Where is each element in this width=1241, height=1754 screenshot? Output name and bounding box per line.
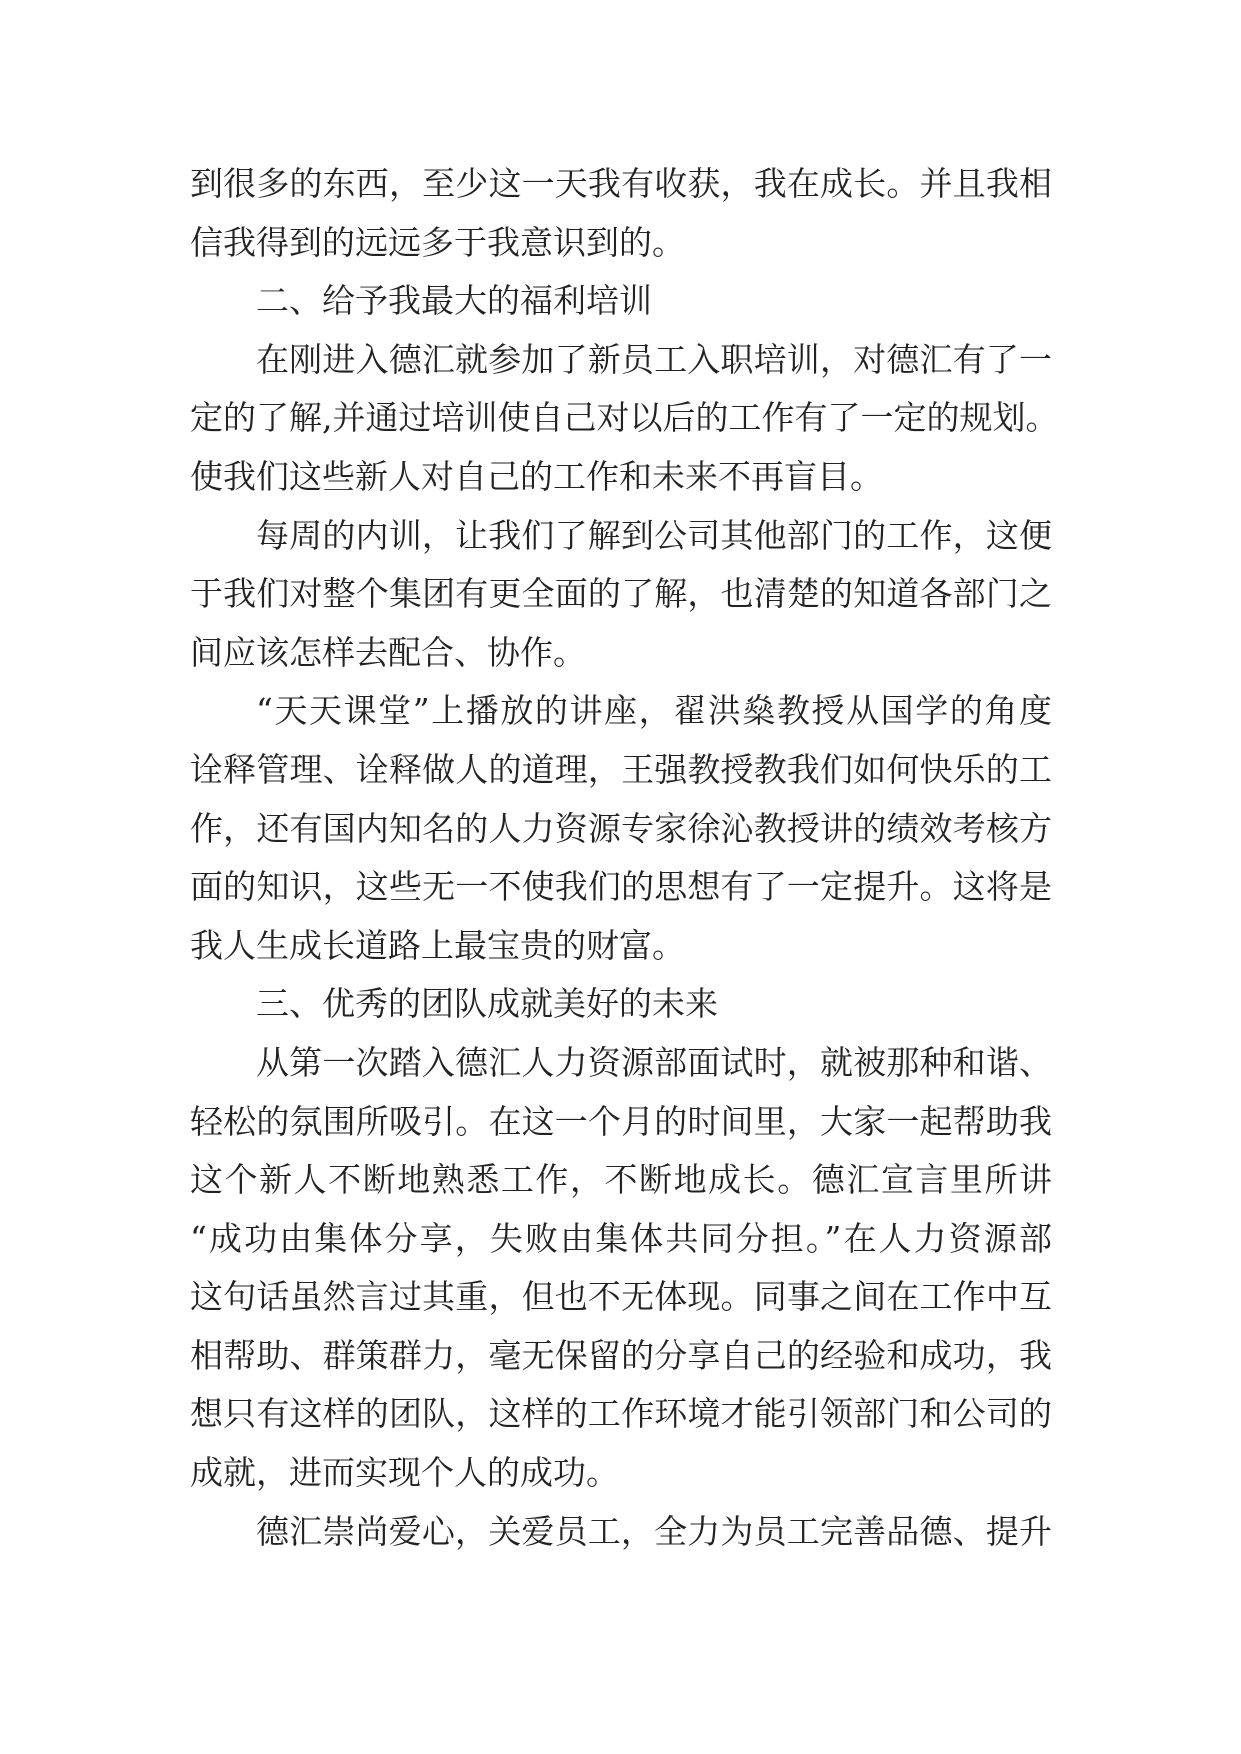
body-text-line: “天天课堂”上播放的讲座，翟洪燊教授从国学的角度 [256, 691, 1052, 731]
body-text-line: 定的了解,并通过培训使自己对以后的工作有了一定的规划。 [190, 398, 1059, 438]
section-heading: 二、给予我最大的福利培训 [256, 281, 652, 321]
body-text-line: 想只有这样的团队，这样的工作环境才能引领部门和公司的 [190, 1394, 1052, 1434]
body-text-line: 成就，进而实现个人的成功。 [190, 1453, 619, 1493]
body-text-line: 我人生成长道路上最宝贵的财富。 [190, 925, 685, 965]
body-text-line: 相帮助、群策群力，毫无保留的分享自己的经验和成功，我 [190, 1335, 1052, 1375]
body-text-line: 于我们对整个集团有更全面的了解，也清楚的知道各部门之 [190, 574, 1052, 614]
body-text-line: 使我们这些新人对自己的工作和未来不再盲目。 [190, 456, 883, 496]
body-text-line: 每周的内训，让我们了解到公司其他部门的工作，这便 [256, 515, 1052, 555]
document-page [190, 155, 1059, 1561]
body-text-line: 诠释管理、诠释做人的道理，王强教授教我们如何快乐的工 [190, 749, 1052, 789]
body-text-line: 这句话虽然言过其重，但也不无体现。同事之间在工作中互 [190, 1277, 1052, 1317]
body-text-line: 作，还有国内知名的人力资源专家徐沁教授讲的绩效考核方 [190, 808, 1052, 848]
body-text-line: 这个新人不断地熟悉工作，不断地成长。德汇宣言里所讲 [190, 1160, 1052, 1200]
body-text-line: “成功由集体分享，失败由集体共同分担。”在人力资源部 [190, 1218, 1052, 1258]
body-text-line: 间应该怎样去配合、协作。 [190, 632, 586, 672]
body-text-line: 德汇崇尚爱心，关爱员工，全力为员工完善品德、提升 [256, 1511, 1052, 1551]
body-text-line: 信我得到的远远多于我意识到的。 [190, 222, 685, 262]
body-text-line: 轻松的氛围所吸引。在这一个月的时间里，大家一起帮助我 [190, 1101, 1052, 1141]
body-text-line: 从第一次踏入德汇人力资源部面试时，就被那种和谐、 [256, 1042, 1052, 1082]
body-text-line: 到很多的东西，至少这一天我有收获，我在成长。并且我相 [190, 164, 1052, 203]
section-heading: 三、优秀的团队成就美好的未来 [256, 984, 718, 1024]
body-text-line: 在刚进入德汇就参加了新员工入职培训，对德汇有了一 [256, 339, 1052, 379]
body-text-line: 面的知识，这些无一不使我们的思想有了一定提升。这将是 [190, 867, 1052, 907]
